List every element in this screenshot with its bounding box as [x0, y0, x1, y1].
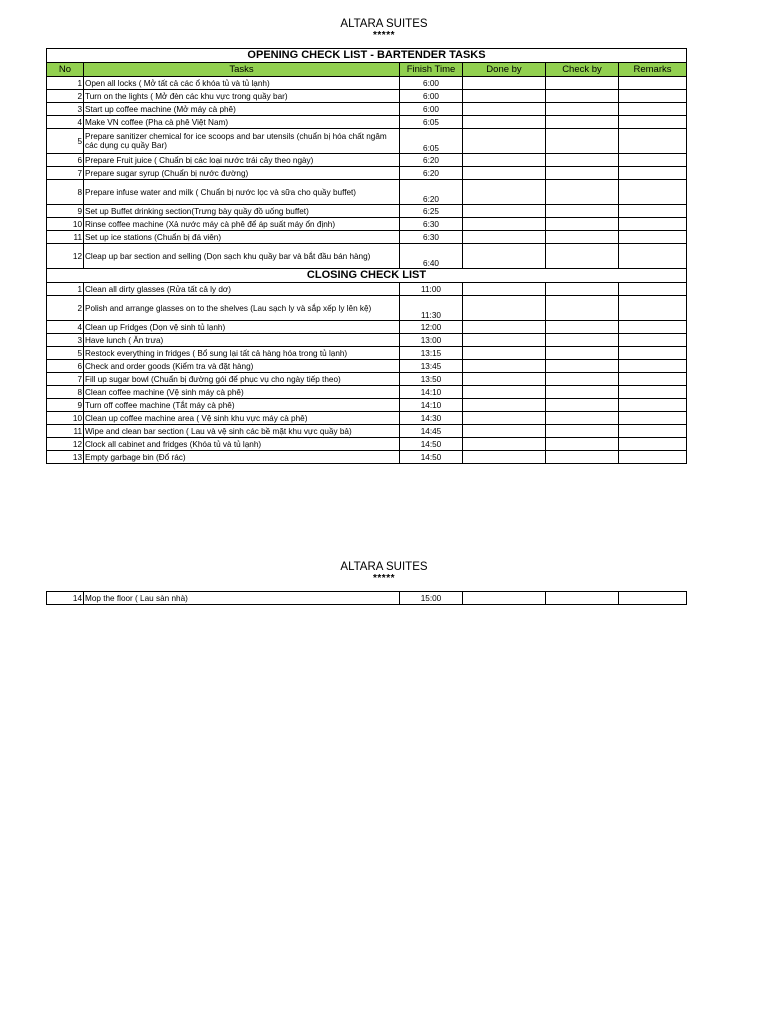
- task-number: 1: [47, 283, 84, 296]
- task-number: 3: [47, 334, 84, 347]
- task-number: 7: [47, 373, 84, 386]
- star-rating: *****: [373, 30, 395, 41]
- finish-time: 6:20: [400, 167, 463, 180]
- closing-task-row: [47, 412, 687, 425]
- finish-time: 11:00: [400, 283, 463, 296]
- check-by-cell: [546, 231, 619, 244]
- done-by-cell: [463, 205, 546, 218]
- opening-task-row: [47, 154, 687, 167]
- task-description: Open all locks ( Mở tất cả các ổ khóa tủ và tủ lạnh): [84, 77, 400, 90]
- check-by-cell: [546, 451, 619, 464]
- remarks-cell: [619, 103, 687, 116]
- check-by-cell: [546, 296, 619, 321]
- opening-task-row: [47, 116, 687, 129]
- task-description: Clean up Fridges (Dọn vệ sinh tủ lạnh): [84, 321, 400, 334]
- task-number: 12: [47, 244, 84, 269]
- closing-task-row: [47, 321, 687, 334]
- finish-time: 6:25: [400, 205, 463, 218]
- star-rating-2: *****: [373, 573, 395, 584]
- done-by-cell: [463, 218, 546, 231]
- remarks-cell: [619, 129, 687, 154]
- check-by-cell: [546, 386, 619, 399]
- task-description: Prepare sugar syrup (Chuẩn bị nước đường): [84, 167, 400, 180]
- col-done-by: Done by: [463, 63, 546, 77]
- finish-time: 6:30: [400, 218, 463, 231]
- closing-title: CLOSING CHECK LIST: [47, 269, 687, 283]
- done-by-cell: [463, 373, 546, 386]
- checklist-table-continued: [46, 591, 687, 605]
- done-by-cell: [463, 412, 546, 425]
- check-by-cell: [546, 321, 619, 334]
- remarks-cell: [619, 218, 687, 231]
- task-number: 9: [47, 205, 84, 218]
- check-by-cell: [546, 412, 619, 425]
- remarks-cell: [619, 180, 687, 205]
- finish-time: 13:45: [400, 360, 463, 373]
- opening-task-row: [47, 205, 687, 218]
- remarks-cell: [619, 154, 687, 167]
- page2-header: [0, 561, 768, 583]
- task-number: 2: [47, 90, 84, 103]
- done-by-cell: [463, 592, 546, 605]
- task-number: 1: [47, 77, 84, 90]
- check-by-cell: [546, 425, 619, 438]
- finish-time: 6:00: [400, 77, 463, 90]
- finish-time: 15:00: [400, 592, 463, 605]
- done-by-cell: [463, 231, 546, 244]
- task-number: 6: [47, 360, 84, 373]
- remarks-cell: [619, 347, 687, 360]
- finish-time: 12:00: [400, 321, 463, 334]
- task-description: Rinse coffee machine (Xả nước máy cà phê để áp suất máy ổn định): [84, 218, 400, 231]
- closing-task-row: [47, 360, 687, 373]
- finish-time: 13:00: [400, 334, 463, 347]
- remarks-cell: [619, 373, 687, 386]
- closing-task-row: [47, 386, 687, 399]
- col-tasks: Tasks: [84, 63, 400, 77]
- hotel-name: ALTARA SUITES: [340, 18, 428, 30]
- check-by-cell: [546, 103, 619, 116]
- remarks-cell: [619, 77, 687, 90]
- done-by-cell: [463, 167, 546, 180]
- remarks-cell: [619, 425, 687, 438]
- remarks-cell: [619, 167, 687, 180]
- check-by-cell: [546, 438, 619, 451]
- closing-task-row: [47, 425, 687, 438]
- finish-time: 14:30: [400, 412, 463, 425]
- check-by-cell: [546, 77, 619, 90]
- remarks-cell: [619, 360, 687, 373]
- task-description: Set up ice stations (Chuẩn bị đá viên): [84, 231, 400, 244]
- checklist-table: [46, 48, 687, 464]
- remarks-cell: [619, 244, 687, 269]
- remarks-cell: [619, 451, 687, 464]
- finish-time: 13:15: [400, 347, 463, 360]
- finish-time: 6:05: [400, 116, 463, 129]
- task-description: Clock all cabinet and fridges (Khóa tủ và tủ lạnh): [84, 438, 400, 451]
- finish-time: 6:00: [400, 90, 463, 103]
- finish-time: 14:45: [400, 425, 463, 438]
- check-by-cell: [546, 167, 619, 180]
- closing-task-row: [47, 438, 687, 451]
- task-number: 2: [47, 296, 84, 321]
- task-description: Have lunch ( Ăn trưa): [84, 334, 400, 347]
- task-description: Clean coffee machine (Vệ sinh máy cà phê): [84, 386, 400, 399]
- task-number: 4: [47, 321, 84, 334]
- closing-task-row: [47, 283, 687, 296]
- finish-time: 6:40: [400, 244, 463, 269]
- task-description: Prepare sanitizer chemical for ice scoops and bar utensils (chuẩn bị hóa chất ngâm các dụng cụ quầy Bar): [84, 129, 400, 154]
- check-by-cell: [546, 360, 619, 373]
- task-number: 8: [47, 180, 84, 205]
- done-by-cell: [463, 103, 546, 116]
- check-by-cell: [546, 399, 619, 412]
- closing-title-row: [47, 269, 687, 283]
- task-number: 3: [47, 103, 84, 116]
- finish-time: 14:10: [400, 399, 463, 412]
- task-number: 5: [47, 347, 84, 360]
- remarks-cell: [619, 90, 687, 103]
- finish-time: 6:00: [400, 103, 463, 116]
- finish-time: 6:20: [400, 154, 463, 167]
- done-by-cell: [463, 244, 546, 269]
- closing-task-row: [47, 347, 687, 360]
- check-by-cell: [546, 90, 619, 103]
- col-check-by: Check by: [546, 63, 619, 77]
- remarks-cell: [619, 321, 687, 334]
- task-description: Restock everything in fridges ( Bổ sung lại tất cả hàng hóa trong tủ lạnh): [84, 347, 400, 360]
- task-description: Make VN coffee (Pha cà phê Việt Nam): [84, 116, 400, 129]
- task-number: 8: [47, 386, 84, 399]
- task-description: Clean up coffee machine area ( Vệ sinh khu vực máy cà phê): [84, 412, 400, 425]
- done-by-cell: [463, 347, 546, 360]
- closing-task-row: [47, 451, 687, 464]
- finish-time: 6:30: [400, 231, 463, 244]
- task-description: Clean all dirty glasses (Rửa tất cả ly dơ): [84, 283, 400, 296]
- remarks-cell: [619, 438, 687, 451]
- closing-task-row: [47, 296, 687, 321]
- check-by-cell: [546, 205, 619, 218]
- done-by-cell: [463, 180, 546, 205]
- done-by-cell: [463, 321, 546, 334]
- task-number: 12: [47, 438, 84, 451]
- opening-task-row: [47, 129, 687, 154]
- check-by-cell: [546, 592, 619, 605]
- done-by-cell: [463, 438, 546, 451]
- done-by-cell: [463, 283, 546, 296]
- page2-task-row: [47, 592, 687, 605]
- check-by-cell: [546, 180, 619, 205]
- task-number: 11: [47, 425, 84, 438]
- check-by-cell: [546, 116, 619, 129]
- hotel-name-2: ALTARA SUITES: [340, 561, 428, 573]
- task-number: 6: [47, 154, 84, 167]
- task-description: Turn off coffee machine (Tắt máy cà phê): [84, 399, 400, 412]
- closing-task-row: [47, 399, 687, 412]
- task-number: 4: [47, 116, 84, 129]
- task-number: 7: [47, 167, 84, 180]
- page-header: [0, 18, 768, 40]
- closing-task-row: [47, 334, 687, 347]
- task-description: Set up Buffet drinking section(Trưng bày quầy đồ uống buffet): [84, 205, 400, 218]
- done-by-cell: [463, 77, 546, 90]
- task-number: 9: [47, 399, 84, 412]
- opening-task-row: [47, 167, 687, 180]
- done-by-cell: [463, 399, 546, 412]
- opening-task-row: [47, 77, 687, 90]
- task-description: Turn on the lights ( Mở đèn các khu vực trong quầy bar): [84, 90, 400, 103]
- opening-task-row: [47, 103, 687, 116]
- done-by-cell: [463, 360, 546, 373]
- finish-time: 6:05: [400, 129, 463, 154]
- finish-time: 14:10: [400, 386, 463, 399]
- remarks-cell: [619, 399, 687, 412]
- check-by-cell: [546, 244, 619, 269]
- remarks-cell: [619, 283, 687, 296]
- task-description: Check and order goods (Kiểm tra và đặt hàng): [84, 360, 400, 373]
- check-by-cell: [546, 154, 619, 167]
- col-finish-time: Finish Time: [400, 63, 463, 77]
- finish-time: 14:50: [400, 438, 463, 451]
- opening-task-row: [47, 244, 687, 269]
- task-number: 10: [47, 218, 84, 231]
- remarks-cell: [619, 231, 687, 244]
- column-header-row: [47, 63, 687, 77]
- done-by-cell: [463, 296, 546, 321]
- remarks-cell: [619, 116, 687, 129]
- col-no: No: [47, 63, 84, 77]
- task-number: 11: [47, 231, 84, 244]
- check-by-cell: [546, 373, 619, 386]
- check-by-cell: [546, 218, 619, 231]
- task-number: 14: [47, 592, 84, 605]
- task-description: Mop the floor ( Lau sàn nhà): [84, 592, 400, 605]
- opening-title-row: [47, 49, 687, 63]
- finish-time: 11:30: [400, 296, 463, 321]
- task-number: 5: [47, 129, 84, 154]
- remarks-cell: [619, 296, 687, 321]
- closing-task-row: [47, 373, 687, 386]
- task-description: Empty garbage bin (Đổ rác): [84, 451, 400, 464]
- finish-time: 6:20: [400, 180, 463, 205]
- task-number: 10: [47, 412, 84, 425]
- done-by-cell: [463, 334, 546, 347]
- task-description: Cleap up bar section and selling (Dọn sạch khu quầy bar và bắt đầu bán hàng): [84, 244, 400, 269]
- done-by-cell: [463, 451, 546, 464]
- check-by-cell: [546, 334, 619, 347]
- task-description: Polish and arrange glasses on to the shelves (Lau sạch ly và sắp xếp ly lên kệ): [84, 296, 400, 321]
- task-number: 13: [47, 451, 84, 464]
- done-by-cell: [463, 90, 546, 103]
- opening-title: OPENING CHECK LIST - BARTENDER TASKS: [47, 49, 687, 63]
- check-by-cell: [546, 129, 619, 154]
- task-description: Fill up sugar bowl (Chuẩn bị đường gói để phục vụ cho ngày tiếp theo): [84, 373, 400, 386]
- done-by-cell: [463, 154, 546, 167]
- task-description: Prepare infuse water and milk ( Chuẩn bị nước lọc và sữa cho quầy buffet): [84, 180, 400, 205]
- done-by-cell: [463, 116, 546, 129]
- remarks-cell: [619, 205, 687, 218]
- finish-time: 14:50: [400, 451, 463, 464]
- done-by-cell: [463, 386, 546, 399]
- remarks-cell: [619, 386, 687, 399]
- remarks-cell: [619, 592, 687, 605]
- check-by-cell: [546, 283, 619, 296]
- check-by-cell: [546, 347, 619, 360]
- done-by-cell: [463, 425, 546, 438]
- opening-task-row: [47, 90, 687, 103]
- col-remarks: Remarks: [619, 63, 687, 77]
- opening-task-row: [47, 231, 687, 244]
- remarks-cell: [619, 334, 687, 347]
- task-description: Prepare Fruit juice ( Chuẩn bị các loại nước trái cây theo ngày): [84, 154, 400, 167]
- done-by-cell: [463, 129, 546, 154]
- finish-time: 13:50: [400, 373, 463, 386]
- task-description: Wipe and clean bar section ( Lau và vệ sinh các bề mặt khu vực quầy bả): [84, 425, 400, 438]
- opening-task-row: [47, 180, 687, 205]
- opening-task-row: [47, 218, 687, 231]
- task-description: Start up coffee machine (Mở máy cà phê): [84, 103, 400, 116]
- remarks-cell: [619, 412, 687, 425]
